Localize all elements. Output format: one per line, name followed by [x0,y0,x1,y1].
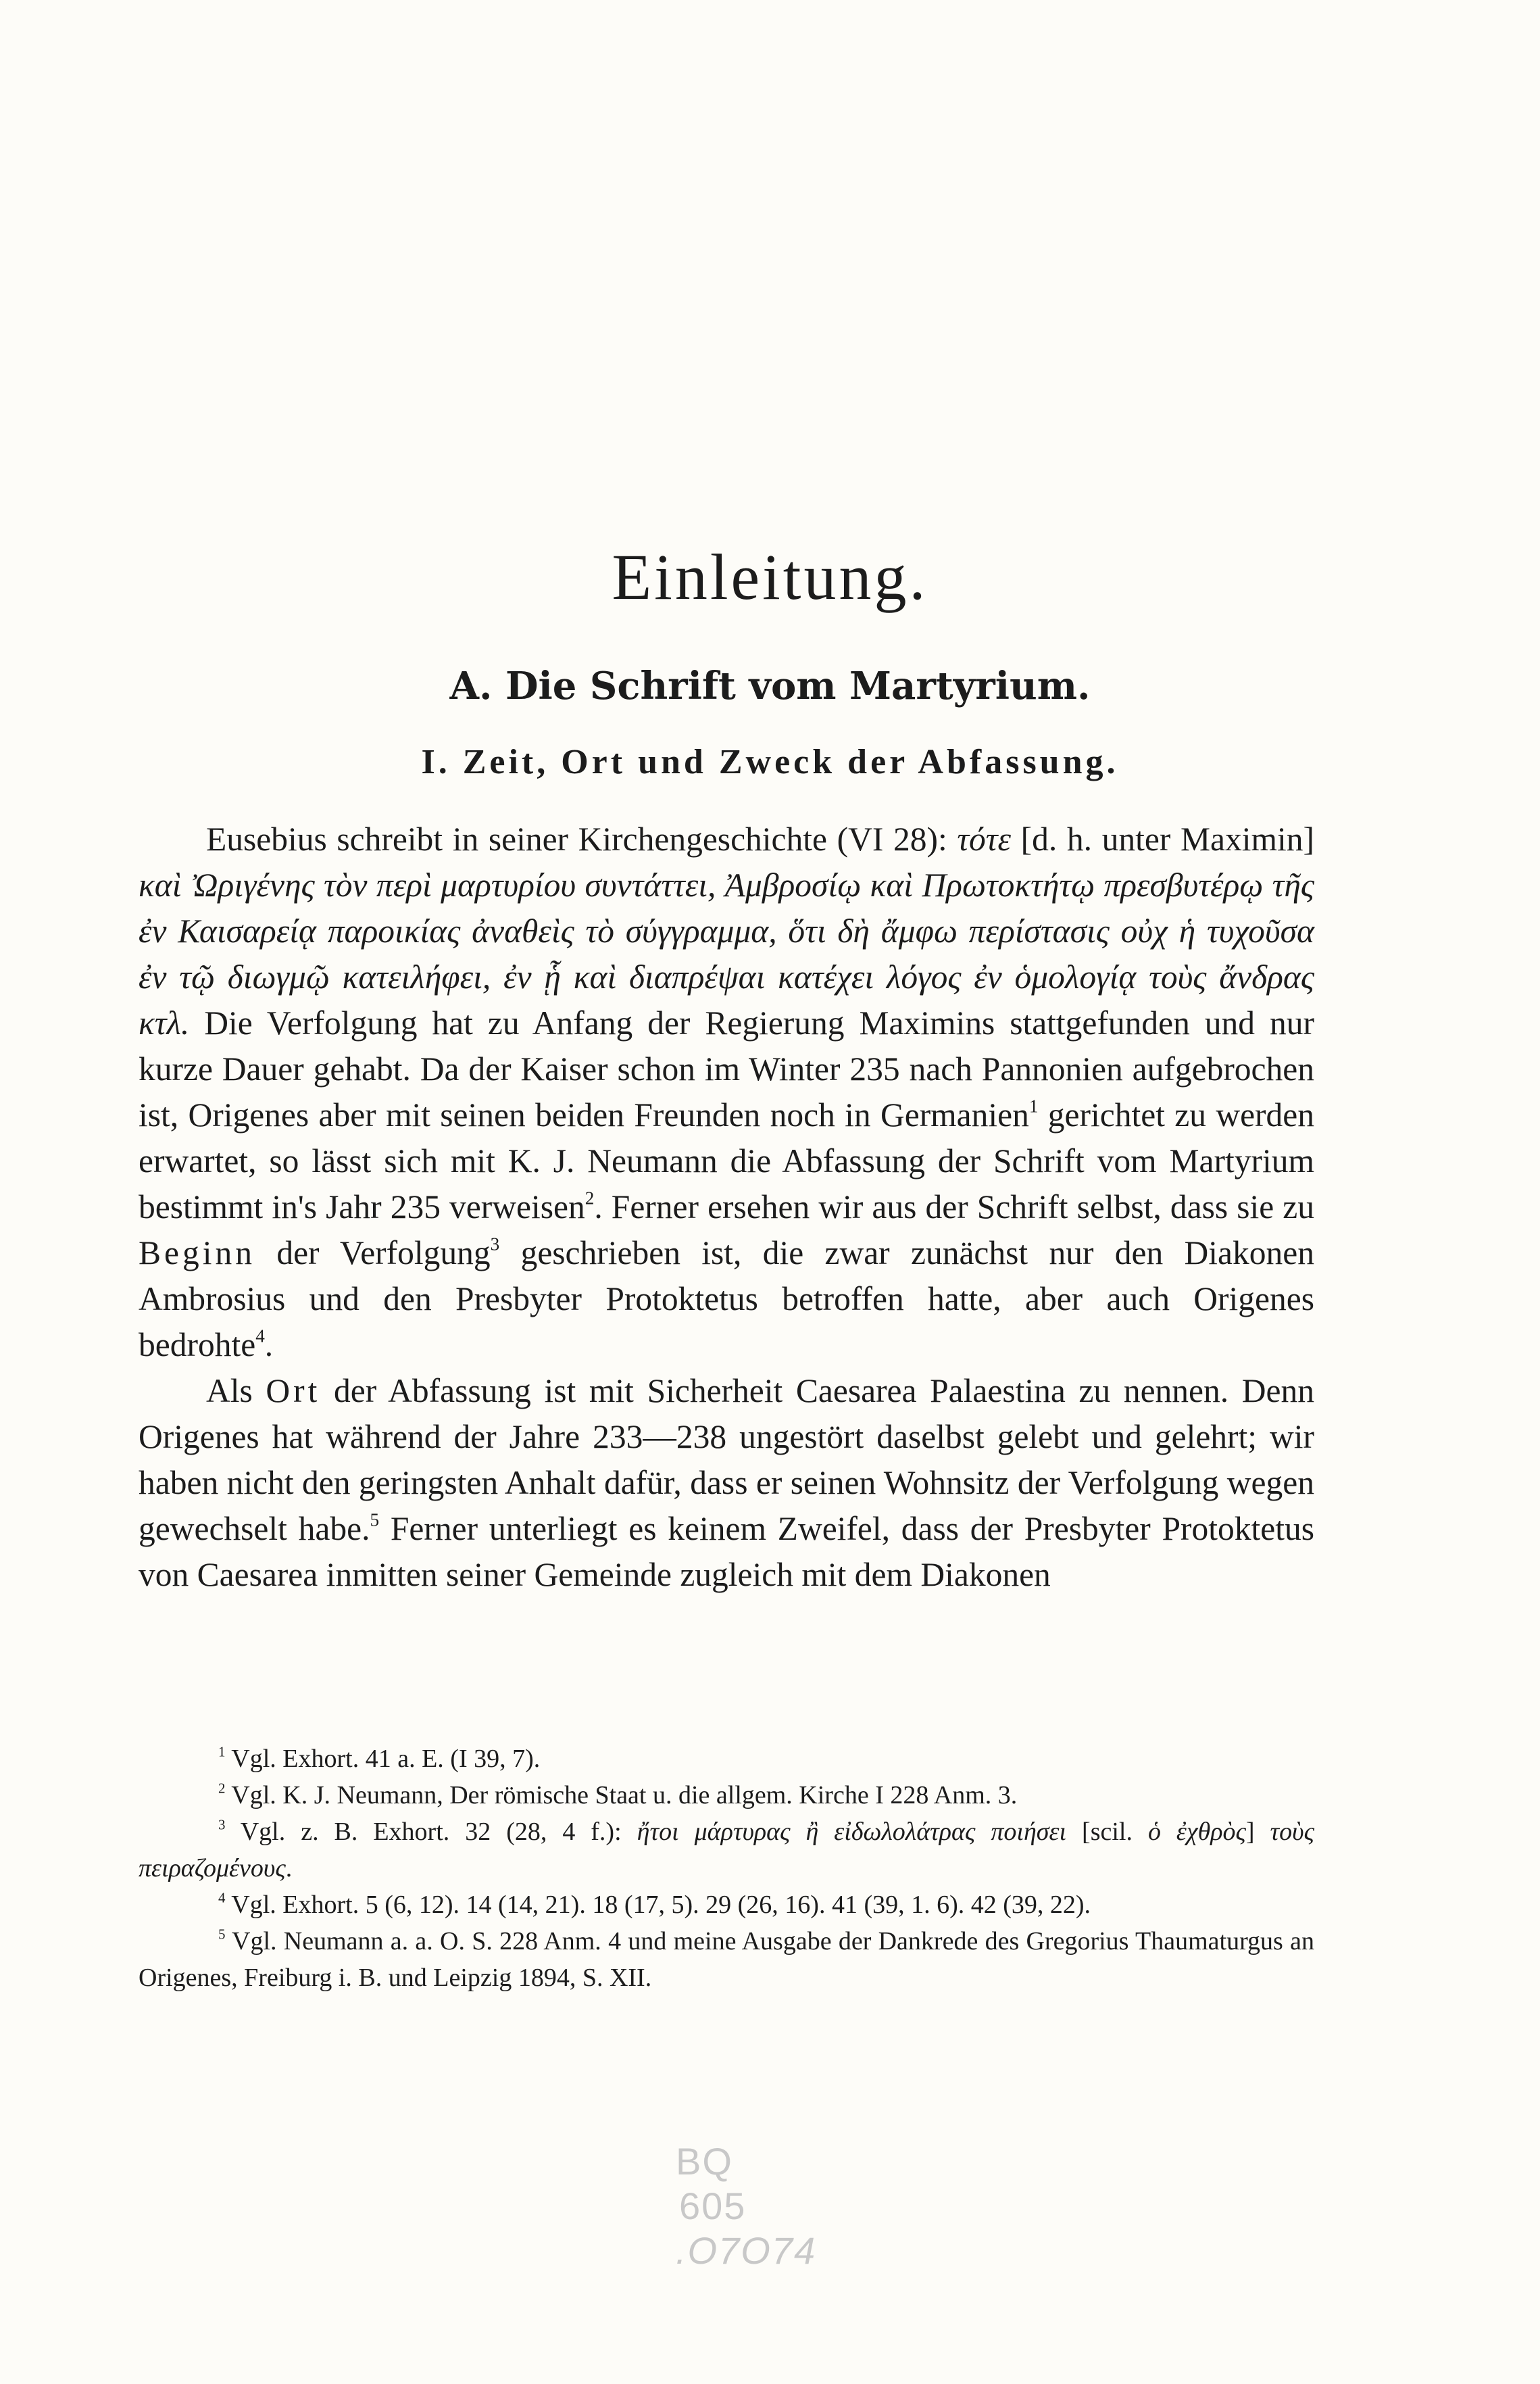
stamp-line: BQ [676,2140,733,2183]
greek-quote: καὶ Ὠριγένης τὸν περὶ μαρτυρίου συντάττει, Ἀμβροσίῳ καὶ Πρωτοκτήτῳ πρεσβυτέρῳ τῆς ἐν Καισαρείᾳ παροικίας ἀναθεὶς τὸ σύγγραμμα, ὅτι δὴ ἄμφω περίστασις οὐχ ἡ τυχοῦσα ἐν τῷ διωγμῷ κατειλήφει, ἐν ᾗ καὶ διαπρέψαι κατέχει λόγος ἐν ὁμολογίᾳ τοὺς ἄνδρας κτλ. [139,867,1314,1042]
text-run: geschrieben ist, die zwar zunächst nur den Diakonen Ambrosius und den Presbyter Protoktetus betroffen hatte, aber auch Origenes bedrohte [139,1234,1314,1363]
footnote-number: 5 [218,1926,226,1943]
footnote-number: 3 [218,1816,226,1833]
footnote-text: ] [1245,1818,1270,1846]
paragraph-2 [139,1368,1314,1598]
footnote-3 [139,1814,1314,1887]
footnote-number: 1 [218,1743,226,1760]
footnote-ref: 1 [1028,1096,1039,1117]
paragraph-1 [139,817,1314,1368]
text-run: gerichtet zu werden erwartet, so lässt sich mit K. J. Neumann die Abfassung der Schrift vom Martyrium bestimmt in's Jahr 235 verweisen [139,1096,1314,1225]
footnote-text: Vgl. Exhort. 41 a. E. (I 39, 7). [231,1745,541,1773]
text-run: [d. h. unter Maximin] [1011,821,1314,858]
footnotes [139,1741,1314,1996]
spaced-emphasis: Beginn [139,1234,255,1271]
text-run: Als [206,1372,266,1409]
text-run: Ferner unterliegt es keinem Zweifel, dass der Presbyter Protoktetus von Caesarea inmitten seiner Gemeinde zugleich mit dem Diakonen [139,1510,1314,1593]
footnote-text: Vgl. z. B. Exhort. 32 (28, 4 f.): [240,1818,637,1846]
stamp-line: 605 [679,2185,747,2227]
page-title: Einleitung. [612,541,928,613]
footnote-number: 2 [218,1780,226,1797]
footnote-text: [scil. [1066,1818,1148,1846]
text-run: der Abfassung ist mit Sicherheit Caesarea Palaestina zu nennen. Denn Origenes hat während der Jahre 233—238 ungestört daselbst gelebt und gelehrt; wir haben nicht den geringsten Anhalt dafür, dass er seinen Wohnsitz der Verfolgung wegen gewechselt habe. [139,1372,1314,1547]
greek-quote: τοὺς πειραζομένους [139,1818,1315,1882]
body-text [139,817,1314,1598]
library-call-number-stamp [676,2139,851,2273]
text-run: . Ferner ersehen wir aus der Schrift selbst, dass sie zu [594,1188,1314,1225]
footnote-text: . [285,1854,293,1882]
greek-quote: τότε [957,821,1012,858]
text-run: Eusebius schreibt in seiner Kirchengeschichte (VI 28): [206,821,958,858]
footnote-ref: 4 [255,1325,265,1346]
footnote-ref: 2 [585,1188,595,1209]
section-heading: A. Die Schrift vom Martyrium. [449,664,1091,708]
footnote-5 [139,1923,1314,1996]
stamp-line: .O7O74 [676,2229,817,2272]
greek-quote: ἤτοι μάρτυρας ἢ εἰδωλολάτρας ποιήσει [637,1818,1067,1846]
text-run: Die Verfolgung hat zu Anfang der Regierung Maximins stattgefunden und nur kurze Dauer gehabt. Da der Kaiser schon im Winter 235 nach Pannonien aufgebrochen ist, Origenes aber mit seinen beiden Freunden noch in Germanien [139,1004,1314,1134]
spaced-emphasis: Ort [266,1372,321,1409]
footnote-2 [139,1777,1314,1814]
footnote-4 [139,1887,1314,1923]
text-run: der Verfolgung [255,1234,491,1271]
text-run: . [264,1326,274,1363]
footnote-number: 4 [218,1889,226,1906]
greek-quote: ὁ ἐχθρὸς [1147,1818,1246,1846]
subsection-heading: I. Zeit, Ort und Zweck der Abfassung. [421,743,1119,781]
footnote-text: Vgl. K. J. Neumann, Der römische Staat u. die allgem. Kirche I 228 Anm. 3. [231,1781,1018,1809]
footnote-text: Vgl. Exhort. 5 (6, 12). 14 (14, 21). 18 (17, 5). 29 (26, 16). 41 (39, 1. 6). 42 (39, 22). [231,1891,1091,1919]
footnote-ref: 5 [370,1509,380,1530]
footnote-ref: 3 [490,1234,500,1255]
footnote-1 [139,1741,1314,1777]
footnote-text: Vgl. Neumann a. a. O. S. 228 Anm. 4 und meine Ausgabe der Dankrede des Gregorius Thaumaturgus an Origenes, Freiburg i. B. und Leipzig 1894, S. XII. [139,1927,1314,1992]
